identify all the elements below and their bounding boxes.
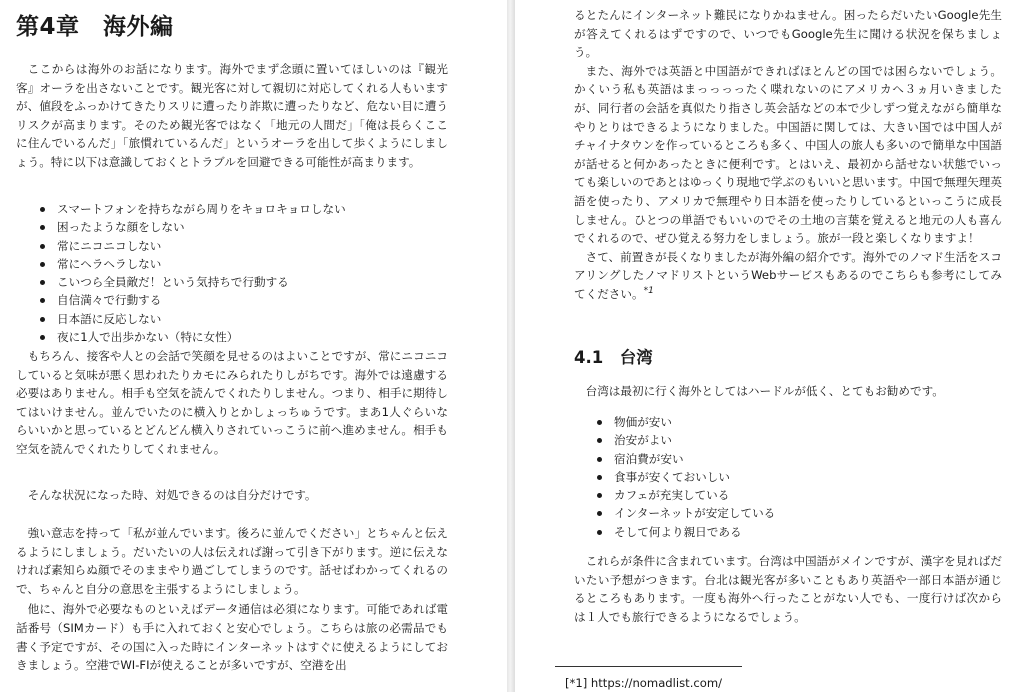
paragraph-nomadlist-intro: さて、前置きが長くなりましたが海外編の紹介です。海外でのノマド生活をスコアリングしたノマドリストというWebサービスもあるのでこちらも参考にしてみてください。$^{*1}$ [574, 249, 1002, 301]
paragraph-taiwan-detail: これらが条件に含まれています。台湾は中国語がメインですが、漢字を見ればだいたい予想がつきます。台北は観光客が多いこともあり英語や一部日本語が通じるところもあります。一度も海外へ行ったことがない人でも、一度行けば次からは１人でも旅行できるようになるでしょう。 [574, 554, 1002, 624]
bullet-dot-icon [597, 530, 602, 535]
bullet-dot-icon [40, 244, 45, 249]
footnote-nomadlist-link[interactable]: [*1] https://nomadlist.com/ [565, 676, 723, 690]
right-top-block [574, 6, 1002, 304]
left-assert-block [16, 524, 448, 675]
left-situation-block [16, 486, 448, 505]
paragraph-google-continued: るとたんにインターネット難民になりかねません。困ったらだいたいGoogle先生が答えてくれるはずですので、いつでもGoogle先生に聞ける状況を保ちましょう。 [574, 8, 1002, 60]
taiwan-intro-block [574, 382, 1002, 401]
paragraph-tourist-aura: ここからは海外のお話になります。海外でまず念頭に置いてほしいのは『観光客』オーラを出さないことです。観光客に対して親切に対応してくれる人もいますが、値段をふっかけてきたりスリに遭ったり詐欺に遭ったりなど、危ない目に遭うリスクが高まります。そのため観光客ではなく「地元の人間だ」「俺は長らくここに住んでいるんだ」「旅慣れているんだ」というオーラを出して歩くようにしましょう。特に以下は意識しておくとトラブルを回避できる可能性が高まります。 [16, 62, 448, 169]
bullet-dot-icon [40, 298, 45, 303]
bullet-dot-icon [40, 262, 45, 267]
list-item: こいつら全員敵だ！という気持ちで行動する [37, 273, 457, 291]
book-gutter [507, 0, 515, 692]
chapter-title: 第4章 海外編 [16, 14, 174, 40]
tips-bullet-list [37, 200, 457, 346]
list-item: 夜に1人で出歩かない（特に女性） [37, 328, 457, 346]
bullet-dot-icon [40, 225, 45, 230]
list-item: 物価が安い [594, 413, 1004, 431]
taiwan-bullets-block [594, 413, 1004, 541]
list-item: そして何より親日である [594, 523, 1004, 541]
list-item: スマートフォンを持ちながら周りをキョロキョロしない [37, 200, 457, 218]
list-item: 自信満々で行動する [37, 291, 457, 309]
list-item: 治安がよい [594, 431, 1004, 449]
list-item: 食事が安くておいしい [594, 468, 1004, 486]
list-item: 日本語に反応しない [37, 310, 457, 328]
bullet-dot-icon [40, 317, 45, 322]
bullet-dot-icon [40, 207, 45, 212]
list-item: 宿泊費が安い [594, 450, 1004, 468]
left-page [0, 0, 507, 692]
list-item: 常にニコニコしない [37, 237, 457, 255]
taiwan-detail-block [574, 552, 1002, 626]
bullet-dot-icon [597, 438, 602, 443]
footnote-reference[interactable]: *1 [643, 286, 654, 297]
footnote-divider [555, 666, 742, 667]
bullet-dot-icon [40, 280, 45, 285]
paragraph-languages: また、海外では英語と中国語ができればほとんどの国では困らないでしょう。かくいう私も英語はまっっっったく喋れないのにアメリカへ３ヵ月いきましたが、同行者の会話を真似たり指さし英会話などの本で少しずつ覚えながら簡単なやりとりはできるようになりました。中国語に関しては、大きい国では中国人がチャイナタウンを作っているところも多く、中国人の旅人も多いので簡単な中国語が話せると何かあったときに便利です。とはいえ、最初から話せない状態でいっても楽しいのであとはゆっくり現地で学ぶのもいいと思います。中国で無理矢理英語を使ったり、アメリカで無理やり日本語を使ったりしているといっこうに成長しません。ひとつの単語でもいいのでその土地の言葉を覚えると地元の人も喜んでくれるので、ぜひ覚える努力をしましょう。旅が一段と楽しくなりますよ！ [574, 63, 1002, 246]
left-bullets-block [37, 200, 457, 346]
paragraph-assert-yourself: 強い意志を持って「私が並んでいます。後ろに並んでください」とちゃんと伝えるようにしましょう。だいたいの人は伝えれば謝って引き下がります。逆に伝えなければ素知らぬ顔でそのままやり過ごしてしまうのです。話せばわかってくれるので、ちゃんと自分の意思を主張するようにしましょう。 [16, 526, 448, 596]
paragraph-only-yourself: そんな状況になった時、対処できるのは自分だけです。 [27, 488, 317, 502]
bullet-dot-icon [597, 420, 602, 425]
paragraph-data-connection: 他に、海外で必要なものといえばデータ通信は必須になります。可能であれば電話番号（SIMカード）も手に入れておくと安心でしょう。こちらは旅の必需品でも書く予定ですが、その国に入った時にインターネットはすぐに使えるようにしておきましょう。空港でWI-FIが使えることが多いですが、空港を出 [16, 602, 448, 673]
taiwan-bullet-list [594, 413, 1004, 541]
list-item: 常にヘラヘラしない [37, 255, 457, 273]
list-item: カフェが充実している [594, 486, 1004, 504]
left-manners-block [16, 347, 448, 459]
paragraph-taiwan-intro: 台湾は最初に行く海外としてはハードルが低く、とてもお勧めです。 [585, 384, 944, 398]
bullet-dot-icon [597, 511, 602, 516]
bullet-dot-icon [597, 475, 602, 480]
left-intro-block [16, 60, 448, 172]
bullet-dot-icon [40, 335, 45, 340]
list-item: インターネットが安定している [594, 504, 1004, 522]
paragraph-smile-caution: もちろん、接客や人との会話で笑顔を見せるのはよいことですが、常にニコニコしていると気味が悪く思われたりカモにみられたりしがちです。海外では遠慮する必要はありません。相手も空気を読んでくれたりしません。つまり、相手に期待してはいけません。並んでいたのに横入りとかしょっちゅうです。まあ1人ぐらいならいいかと思っているとどんどん横入りされていっこうに前へ進めません。相手も空気を読んでくれたりしてくれません。 [16, 349, 448, 456]
bullet-dot-icon [597, 457, 602, 462]
section-heading-taiwan: 4.1 台湾 [574, 348, 653, 367]
right-page [515, 0, 1024, 692]
list-item: 困ったような顔をしない [37, 218, 457, 236]
bullet-dot-icon [597, 493, 602, 498]
